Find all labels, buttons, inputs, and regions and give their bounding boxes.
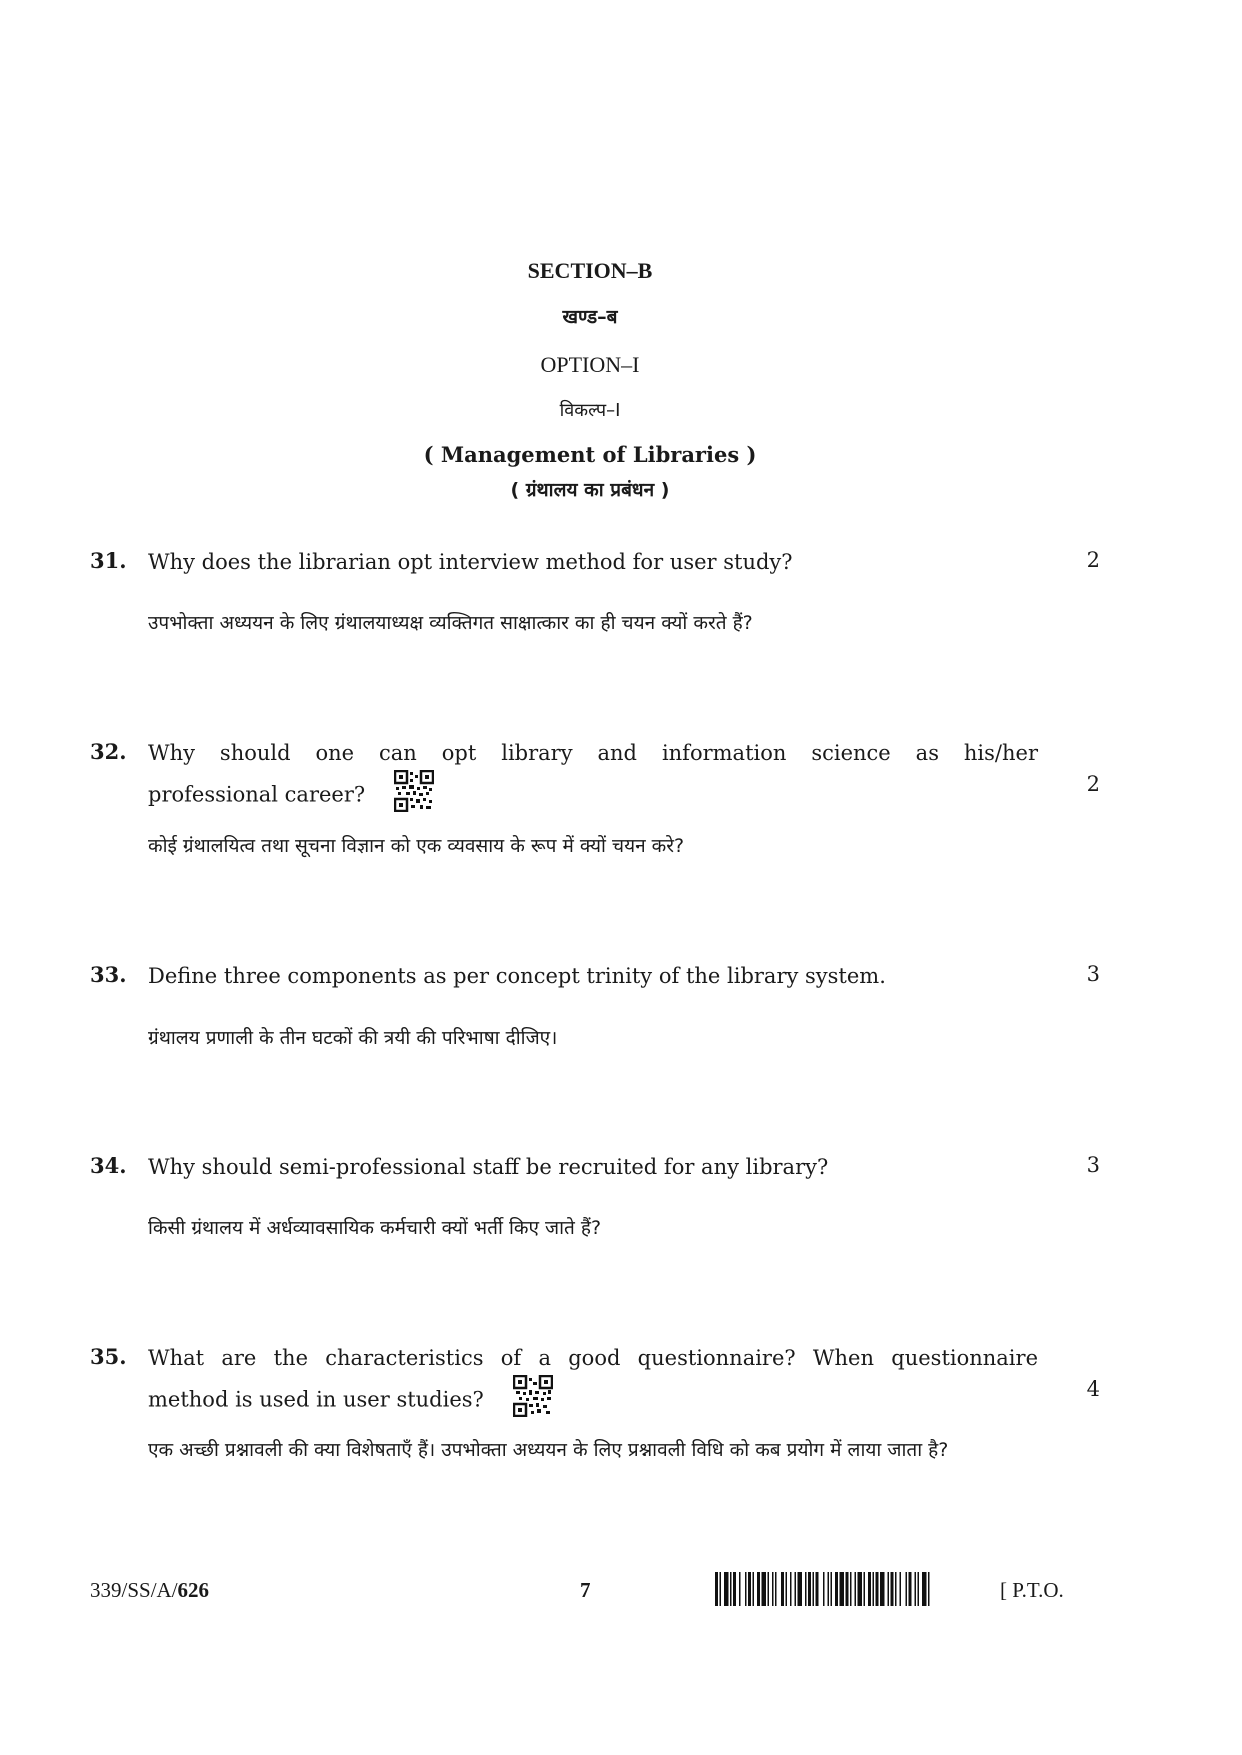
barcode-bar xyxy=(768,1572,770,1606)
barcode-bar xyxy=(835,1572,838,1606)
barcode-bar xyxy=(864,1572,866,1606)
barcode-bar xyxy=(846,1572,849,1606)
pto-label: [ P.T.O. xyxy=(1000,1578,1064,1602)
question-number: 35. xyxy=(90,1344,127,1369)
question-number: 32. xyxy=(90,739,127,764)
barcode-bar xyxy=(888,1572,890,1606)
barcode-bar xyxy=(715,1572,718,1606)
barcode-bar xyxy=(831,1572,833,1606)
question-number: 31. xyxy=(90,548,127,573)
barcode-bar xyxy=(790,1572,792,1606)
question-text-hi: किसी ग्रंथालय में अर्धव्यावसायिक कर्मचारी क्यों भर्ती किए जाते हैं? xyxy=(148,1217,602,1239)
barcode-bar xyxy=(775,1572,777,1606)
option-heading: OPTION–I xyxy=(540,352,640,377)
barcode-bar xyxy=(808,1572,811,1606)
barcode-bar xyxy=(795,1572,797,1606)
barcode-bar xyxy=(762,1572,767,1606)
paper-code-prefix: 339/SS/A/ xyxy=(90,1578,178,1602)
question-text-hi: उपभोक्ता अध्ययन के लिए ग्रंथालयाध्यक्ष व्यक्तिगत साक्षात्कार का ही चयन क्यों करते हैं? xyxy=(148,612,753,634)
qr-code-icon[interactable] xyxy=(513,1375,553,1427)
section-heading-hindi: खण्ड–ब xyxy=(562,306,618,328)
paper-code xyxy=(90,1578,209,1603)
barcode-bar xyxy=(895,1572,897,1606)
barcode-bar xyxy=(858,1572,863,1606)
question-text-en-line2: professional career? xyxy=(148,782,366,807)
barcode-bar xyxy=(850,1572,852,1606)
barcode-bar xyxy=(828,1572,830,1606)
barcode-bar xyxy=(786,1572,788,1606)
question-text-en-line2-wrap xyxy=(148,770,434,822)
barcode-bar xyxy=(724,1572,729,1606)
barcode-bar xyxy=(823,1572,825,1606)
barcode-bar xyxy=(876,1572,879,1606)
question-text-en: Define three components as per concept trinity of the library system. xyxy=(148,964,886,988)
barcode-bar xyxy=(928,1572,930,1606)
question-text-en: Why does the librarian opt interview method for user study? xyxy=(148,550,793,574)
barcode-bar xyxy=(900,1572,902,1606)
barcode-bar xyxy=(733,1572,736,1606)
barcode-bar xyxy=(757,1572,760,1606)
barcode-bar xyxy=(918,1572,920,1606)
barcode-bar xyxy=(805,1572,807,1606)
subject-title: ( Management of Libraries ) xyxy=(423,442,757,467)
question-text-hi: ग्रंथालय प्रणाली के तीन घटकों की त्रयी की परिभाषा दीजिए। xyxy=(148,1027,558,1049)
barcode-bar xyxy=(816,1572,819,1606)
section-heading: SECTION–B xyxy=(527,258,653,283)
question-marks: 3 xyxy=(1086,962,1100,986)
barcode-bar xyxy=(753,1572,755,1606)
barcode-bar xyxy=(868,1572,871,1606)
question-text-en-line1: Why should one can opt library and information science as his/her xyxy=(148,741,1038,765)
barcode-bar xyxy=(855,1572,857,1606)
barcode-bar xyxy=(798,1572,803,1606)
question-number: 33. xyxy=(90,962,127,987)
barcode-bar xyxy=(745,1572,747,1606)
question-marks: 2 xyxy=(1086,772,1100,796)
question-text-en-line2: method is used in user studies? xyxy=(148,1387,484,1412)
subject-title-hindi: ( ग्रंथालय का प्रबंधन ) xyxy=(510,479,670,501)
question-text-hi: एक अच्छी प्रश्नावली की क्या विशेषताएँ हैं। उपभोक्ता अध्ययन के लिए प्रश्नावली विधि को कब प्रयोग में लाया जाता है? xyxy=(148,1439,949,1461)
question-text-hi: कोई ग्रंथालयित्व तथा सूचना विज्ञान को एक व्यवसाय के रूप में क्यों चयन करे? xyxy=(148,835,685,857)
barcode-icon xyxy=(715,1572,990,1610)
barcode-bar xyxy=(873,1572,875,1606)
barcode-bar xyxy=(781,1572,784,1606)
question-text-en-line1: What are the characteristics of a good questionnaire? When questionnaire xyxy=(148,1346,1038,1370)
barcode-bar xyxy=(915,1572,917,1606)
barcode-bar xyxy=(909,1572,912,1606)
barcode-bar xyxy=(720,1572,722,1606)
barcode-bar xyxy=(748,1572,751,1606)
barcode-bar xyxy=(772,1572,774,1606)
barcode-bar xyxy=(880,1572,885,1606)
barcode-bar xyxy=(922,1572,927,1606)
barcode-bar xyxy=(906,1572,908,1606)
question-text-en: Why should semi-professional staff be recruited for any library? xyxy=(148,1155,829,1179)
question-marks: 4 xyxy=(1086,1377,1100,1401)
qr-code-icon[interactable] xyxy=(394,770,434,822)
barcode-bar xyxy=(730,1572,732,1606)
barcode-bar xyxy=(840,1572,845,1606)
option-heading-hindi: विकल्प–I xyxy=(559,400,621,421)
question-number: 34. xyxy=(90,1153,127,1178)
question-text-en-line2-wrap xyxy=(148,1375,553,1427)
barcode-bar xyxy=(891,1572,894,1606)
barcode-bar xyxy=(813,1572,815,1606)
barcode-bar xyxy=(739,1572,741,1606)
paper-code-number: 626 xyxy=(177,1578,210,1602)
question-marks: 3 xyxy=(1086,1153,1100,1177)
question-marks: 2 xyxy=(1086,548,1100,572)
page-number: 7 xyxy=(580,1578,591,1602)
